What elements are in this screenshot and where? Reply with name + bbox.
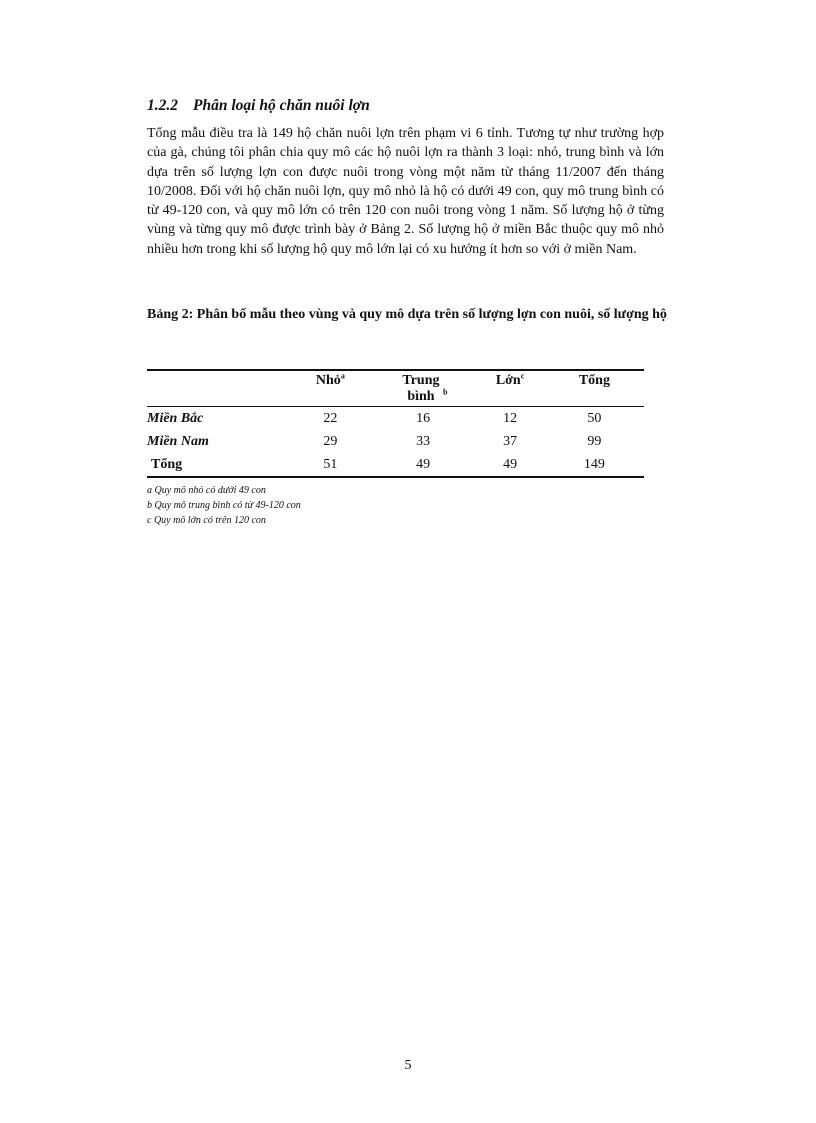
footnote-mark-b: b <box>442 387 448 397</box>
table-cell: 51 <box>290 453 371 477</box>
header-total-label: Tổng <box>578 373 610 388</box>
table-row <box>147 407 644 431</box>
header-medium <box>371 370 475 407</box>
header-empty-cell <box>147 370 290 407</box>
table-cell: 49 <box>475 453 545 477</box>
table-cell: 29 <box>323 434 338 449</box>
row-label: Miền Bắc <box>147 411 204 426</box>
header-large <box>475 370 545 407</box>
header-small <box>290 370 371 407</box>
header-small-label: Nhỏ <box>315 373 341 388</box>
table-cell: 99 <box>587 434 602 449</box>
page-number: 5 <box>404 1058 412 1073</box>
footnote-b: b Quy mô trung bình có từ 49-120 con <box>147 500 301 511</box>
header-large-label: Lớn <box>495 373 521 388</box>
table-cell: 50 <box>587 411 602 426</box>
footnote-c: c Quy mô lớn có trên 120 con <box>147 515 266 526</box>
distribution-table <box>147 369 644 478</box>
section-heading <box>147 97 370 115</box>
header-medium-label: Trung bình <box>402 373 440 404</box>
row-label: Miền Nam <box>147 434 209 449</box>
table-cell: 33 <box>416 434 431 449</box>
table-cell: 12 <box>503 411 518 426</box>
footnote-mark-a: a <box>340 371 345 381</box>
table-cell: 22 <box>323 411 338 426</box>
table-cell: 49 <box>371 453 475 477</box>
table-caption: Bảng 2: Phân bố mẫu theo vùng và quy mô dựa trên số lượng lợn con nuôi, số lượng hộ <box>147 307 667 322</box>
table-header-row <box>147 370 644 407</box>
body-paragraph: Tổng mẫu điều tra là 149 hộ chăn nuôi lợn trên phạm vi 6 tỉnh. Tương tự như trường hợp của gà, chúng tôi phân chia quy mô các hộ nuôi lợn ra thành 3 loại: nhỏ, trung bình và lớn dựa trên số lượng lợn con được nuôi trong vòng một năm từ tháng 11/2007 đến tháng 10/2008. Đối với hộ chăn nuôi lợn, quy mô nhỏ là hộ có dưới 49 con, quy mô trung bình có từ 49-120 con, và quy mô lớn có trên 120 con nuôi trong vòng 1 năm. Số lượng hộ ở từng vùng và từng quy mô được trình bày ở Bảng 2. Số lượng hộ ở miền Bắc thuộc quy mô nhỏ nhiều hơn trong khi số lượng hộ quy mô lớn lại có xu hướng ít hơn so với ở miền Nam. <box>147 126 664 257</box>
table-row-total <box>147 453 644 477</box>
section-title: Phân loại hộ chăn nuôi lợn <box>193 97 370 114</box>
table-cell: 37 <box>503 434 518 449</box>
table-footnotes <box>147 483 301 528</box>
header-total <box>545 370 644 407</box>
row-label: Tổng <box>147 453 290 477</box>
table-cell: 16 <box>416 411 431 426</box>
table-cell: 149 <box>545 453 644 477</box>
footnote-a: a Quy mô nhỏ có dưới 49 con <box>147 485 266 496</box>
footnote-mark-c: c <box>520 371 525 381</box>
table-row <box>147 430 644 453</box>
section-number: 1.2.2 <box>147 97 178 114</box>
